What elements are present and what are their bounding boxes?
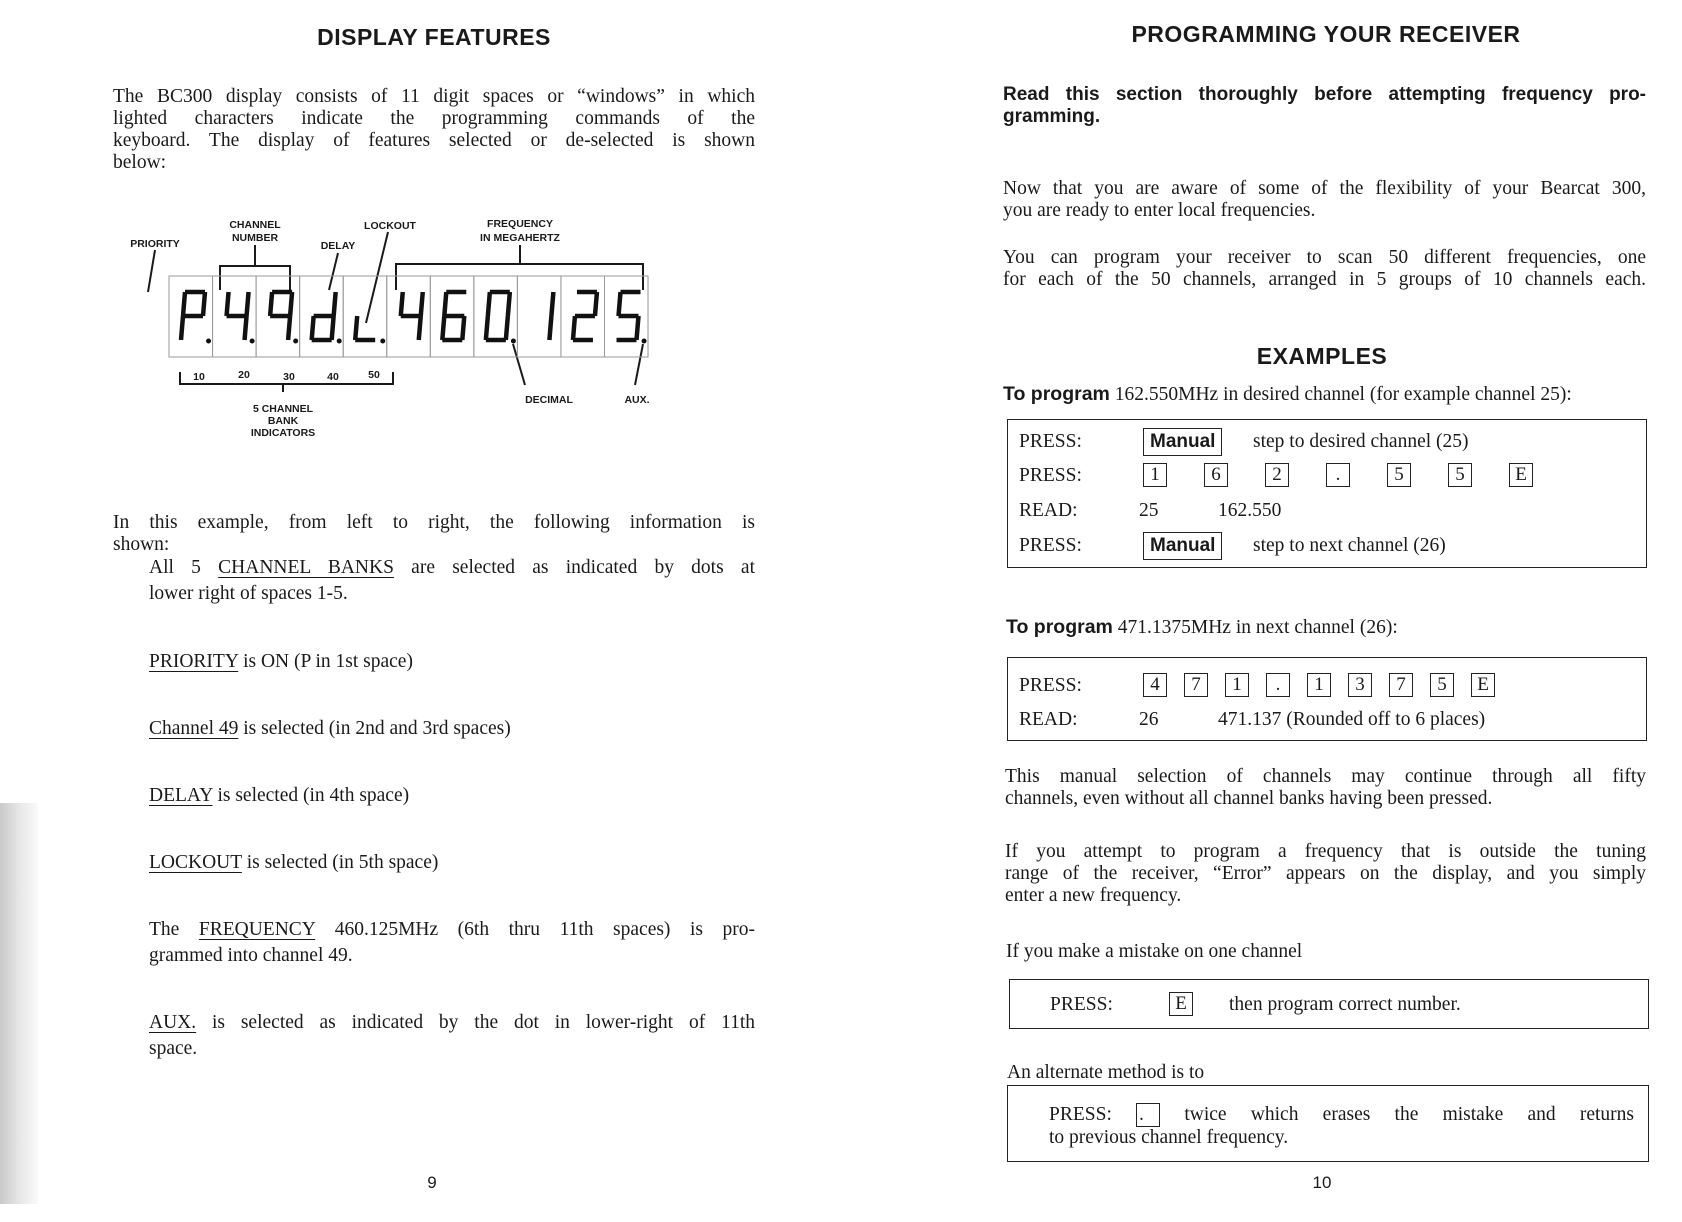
label-5-channel: 5 CHANNEL <box>252 403 314 415</box>
segment <box>355 316 357 340</box>
example-paragraph <box>113 512 755 556</box>
segment <box>290 292 292 316</box>
segment <box>506 316 508 340</box>
row-label: PRESS: <box>1019 465 1082 486</box>
text-line: You can program your receiver to scan 50 different frequencies, one <box>1003 247 1646 268</box>
delay-leader <box>329 253 338 290</box>
key-7: 7 <box>1389 673 1413 697</box>
lead-bold: To program <box>1006 616 1113 638</box>
read-frequency: 162.550 <box>1218 500 1282 521</box>
indicator-dot <box>511 339 516 344</box>
segment <box>486 316 488 340</box>
item-text: All 5 <box>149 557 219 578</box>
bank-number: 20 <box>238 369 250 381</box>
text-line: shown: <box>113 534 170 555</box>
item-delay <box>149 785 409 807</box>
key-6: 6 <box>1204 463 1228 487</box>
key-e: E <box>1169 992 1193 1016</box>
channel-number-bracket <box>220 266 290 290</box>
segment <box>288 316 290 340</box>
key-2: 2 <box>1265 463 1289 487</box>
row-text: twice which erases the mistake and returns <box>1184 1104 1635 1125</box>
key-decimal: . <box>1136 1103 1160 1127</box>
read-channel: 25 <box>1139 500 1159 521</box>
examples-title: EXAMPLES <box>1256 343 1388 369</box>
row-text: to previous channel frequency. <box>1049 1127 1289 1148</box>
segment <box>227 292 229 316</box>
text-line: Read this section thoroughly before attempting frequency pro- <box>1003 84 1646 105</box>
alternate-lead: An alternate method is to <box>1007 1062 1205 1083</box>
row-label: PRESS: <box>1019 431 1082 452</box>
paragraph-error <box>1005 841 1646 907</box>
read-channel: 26 <box>1139 709 1159 730</box>
text-line: Now that you are aware of some of the flexibility of your Bearcat 300, <box>1003 178 1646 199</box>
segment <box>595 292 597 316</box>
key-1: 1 <box>1225 673 1249 697</box>
item-text: is selected (in 5th space) <box>241 852 439 873</box>
item-text: grammed into channel 49. <box>149 945 353 966</box>
text-line: you are ready to enter local frequencies. <box>1003 200 1316 221</box>
paragraph-channels <box>1003 247 1646 291</box>
item-priority <box>149 651 413 673</box>
key-3: 3 <box>1348 673 1372 697</box>
bank-number: 10 <box>193 371 205 383</box>
item-term: AUX. <box>149 1012 197 1033</box>
item-term: LOCKOUT <box>149 852 242 873</box>
segment <box>203 292 205 316</box>
item-channel <box>149 718 511 740</box>
text-line: range of the receiver, “Error” appears on the display, and you simply <box>1005 863 1646 884</box>
display-cell <box>605 276 649 357</box>
segment <box>181 316 183 340</box>
example1-lead <box>1003 383 1572 406</box>
item-text: is ON (P in 1st space) <box>238 651 413 672</box>
display-cell <box>474 276 518 357</box>
segment <box>573 316 575 340</box>
text-line: keyboard. The display of features selected or de-selected is shown <box>113 130 755 151</box>
display-cell <box>430 276 474 357</box>
row-label: READ: <box>1019 709 1078 730</box>
segment <box>444 292 446 316</box>
decimal-leader <box>513 344 525 385</box>
segment <box>442 316 444 340</box>
left-page-title: DISPLAY FEATURES <box>317 24 551 50</box>
row-label: PRESS: <box>1019 675 1082 696</box>
lockout-leader <box>366 232 388 323</box>
display-cell <box>256 276 300 357</box>
item-aux <box>149 1012 755 1060</box>
key-decimal: . <box>1266 673 1290 697</box>
label-frequency: FREQUENCY <box>487 218 553 230</box>
text-line: enter a new frequency. <box>1005 885 1182 906</box>
bank-number: 30 <box>283 371 295 383</box>
example2-lead <box>1006 616 1398 639</box>
text-line: gramming. <box>1003 106 1101 127</box>
diagram-leader-lines <box>148 232 643 392</box>
key-1: 1 <box>1307 673 1331 697</box>
segment <box>334 292 336 316</box>
item-term: PRIORITY <box>149 651 239 672</box>
label-lockout: LOCKOUT <box>364 220 416 232</box>
text-line: If you attempt to program a frequency that is outside the tuning <box>1005 841 1646 862</box>
label-bank: BANK <box>267 415 299 427</box>
segment <box>332 316 334 340</box>
read-frequency: 471.137 (Rounded off to 6 places) <box>1218 709 1486 730</box>
alternate-text <box>1049 1103 1634 1149</box>
page-number-9: 9 <box>427 1173 437 1192</box>
row-text: then program correct number. <box>1229 994 1461 1015</box>
bank-number: 40 <box>327 371 339 383</box>
label-number: NUMBER <box>231 232 279 244</box>
row-text: step to desired channel (25) <box>1253 431 1469 452</box>
row-label: PRESS: <box>1049 1104 1112 1125</box>
segment <box>419 316 421 340</box>
display-cell <box>300 276 344 357</box>
display-cell <box>561 276 605 357</box>
row-label: PRESS: <box>1019 535 1082 556</box>
row-text: step to next channel (26) <box>1253 535 1446 556</box>
aux-leader <box>635 344 643 385</box>
label-in-megahertz: IN MEGAHERTZ <box>480 232 560 244</box>
text-line: below: <box>113 152 167 173</box>
text-line: This manual selection of channels may continue through all fifty <box>1005 766 1646 787</box>
text-line: for each of the 50 channels, arranged in 5 groups of 10 channels each. <box>1003 269 1646 290</box>
item-text: 460.125MHz (6th thru 11th spaces) is pro- <box>315 919 755 940</box>
segment <box>637 316 639 340</box>
key-5: 5 <box>1448 463 1472 487</box>
display-cell <box>387 276 431 357</box>
item-term: DELAY <box>149 785 213 806</box>
label-delay: DELAY <box>320 240 356 252</box>
segment <box>401 292 403 316</box>
warning-paragraph <box>1003 84 1646 128</box>
item-lockout <box>149 852 438 874</box>
segment <box>462 316 464 340</box>
item-text: is selected as indicated by the dot in lower-right of 11th <box>196 1012 755 1033</box>
row-label: PRESS: <box>1050 994 1113 1015</box>
paragraph-intro <box>1003 178 1646 222</box>
segment <box>619 292 621 316</box>
display-diagram <box>0 0 760 460</box>
key-5: 5 <box>1430 673 1454 697</box>
text-line: In this example, from left to right, the following information is <box>113 512 755 533</box>
text-line: The BC300 display consists of 11 digit spaces or “windows” in which <box>113 86 755 107</box>
display-cell <box>169 276 213 357</box>
priority-leader <box>148 250 155 292</box>
item-text: The <box>149 919 199 940</box>
label-indicators: INDICATORS <box>250 427 316 439</box>
segment <box>508 292 510 316</box>
item-text: is selected (in 4th space) <box>212 785 410 806</box>
label-decimal: DECIMAL <box>525 394 573 406</box>
lead-text: 471.1375MHz in next channel (26): <box>1112 617 1398 638</box>
segment <box>245 316 247 340</box>
indicator-dot <box>250 339 255 344</box>
segment <box>270 292 272 316</box>
segment <box>488 292 490 316</box>
paragraph-manual <box>1005 766 1646 810</box>
mistake-lead: If you make a mistake on one channel <box>1006 941 1303 962</box>
label-aux: AUX. <box>624 394 650 406</box>
label-priority: PRIORITY <box>130 238 180 250</box>
key-e: E <box>1471 673 1495 697</box>
indicator-dot <box>642 339 647 344</box>
indicator-dot <box>293 339 298 344</box>
item-text: space. <box>149 1038 198 1059</box>
bank-number: 50 <box>368 369 380 381</box>
segment <box>421 292 423 316</box>
right-page-title: PROGRAMMING YOUR RECEIVER <box>1131 21 1521 47</box>
key-decimal: . <box>1326 463 1350 487</box>
key-7: 7 <box>1184 673 1208 697</box>
page-number-10: 10 <box>1312 1173 1332 1192</box>
indicator-dot <box>380 339 385 344</box>
key-5: 5 <box>1387 463 1411 487</box>
item-text: is selected (in 2nd and 3rd spaces) <box>238 718 511 739</box>
key-e: E <box>1509 463 1533 487</box>
label-channel: CHANNEL <box>229 219 281 231</box>
item-text: lower right of spaces 1-5. <box>149 583 348 604</box>
item-term: FREQUENCY <box>198 919 316 940</box>
scan-edge-shadow <box>0 803 38 1204</box>
text-line: channels, even without all channel banks having been pressed. <box>1005 788 1493 809</box>
manual-key: Manual <box>1143 428 1222 456</box>
key-1: 1 <box>1143 463 1167 487</box>
indicator-dot <box>206 339 211 344</box>
display-cell <box>343 276 387 357</box>
text-line: lighted characters indicate the programming commands of the <box>113 108 755 129</box>
manual-key: Manual <box>1143 532 1222 560</box>
row-label: READ: <box>1019 500 1078 521</box>
segment <box>551 292 553 316</box>
segment <box>312 316 314 340</box>
item-channel-banks <box>149 557 755 605</box>
frequency-bracket <box>396 264 643 290</box>
lead-bold: To program <box>1003 383 1110 405</box>
item-text: are selected as indicated by dots at <box>393 557 755 578</box>
segment <box>549 316 551 340</box>
segment <box>183 292 185 316</box>
item-term: CHANNEL BANKS <box>218 557 394 578</box>
lead-text: 162.550MHz in desired channel (for example channel 25): <box>1109 384 1572 405</box>
indicator-dot <box>337 339 342 344</box>
key-4: 4 <box>1143 673 1167 697</box>
segment <box>247 292 249 316</box>
display-cell <box>517 276 561 357</box>
item-term: Channel 49 <box>149 718 239 739</box>
item-frequency <box>149 919 755 967</box>
